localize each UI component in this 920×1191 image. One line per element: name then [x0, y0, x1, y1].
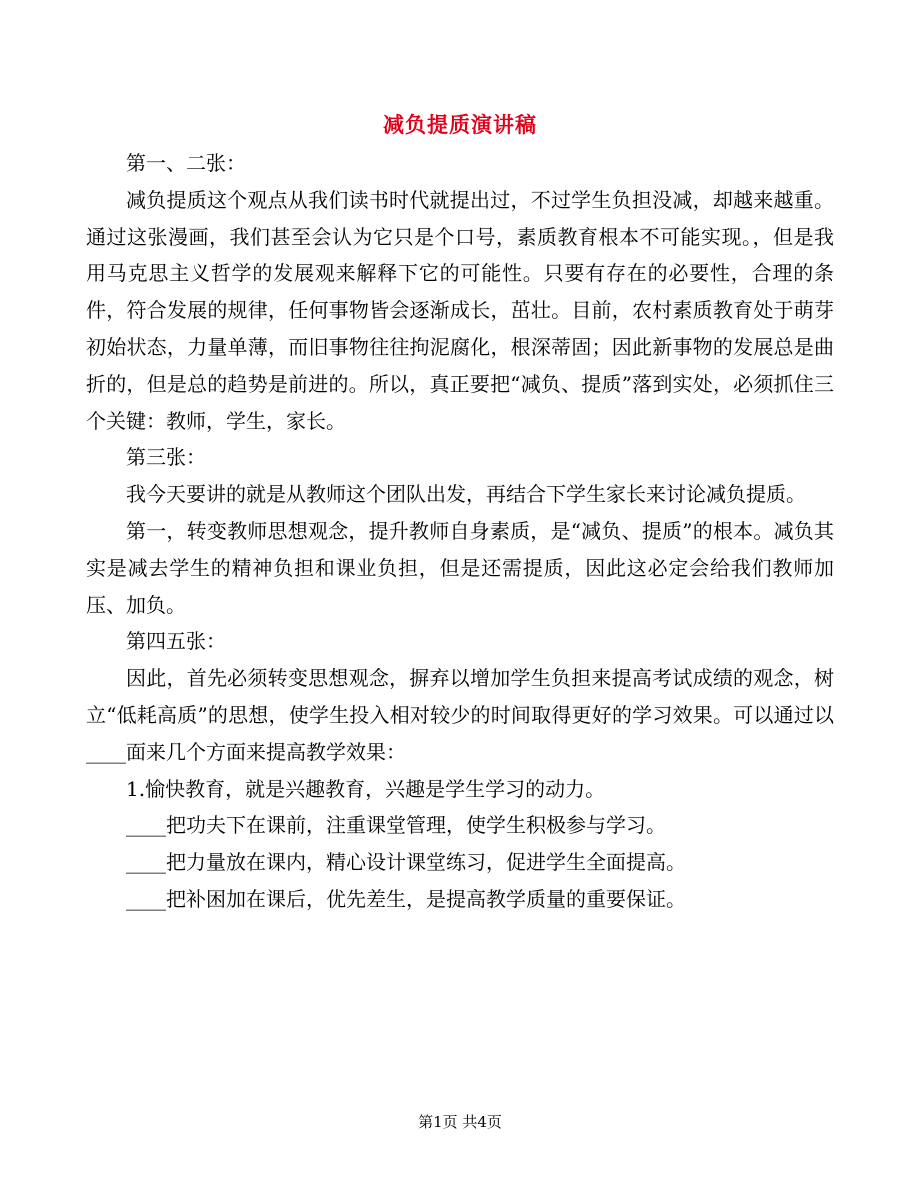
list-item: ____把补困加在课后，优先差生，是提高教学质量的重要保证。 — [126, 886, 686, 911]
section-heading: 第三张： — [126, 445, 206, 470]
page-number: 第1页 共4页 — [418, 1113, 502, 1131]
section-heading: 第四五张： — [126, 629, 226, 654]
document-body — [86, 145, 834, 918]
document-title: 减负提质演讲稿 — [383, 112, 537, 137]
list-item: ____把功夫下在课前，注重课堂管理，使学生积极参与学习。 — [126, 813, 666, 838]
list-item: ____把力量放在课内，精心设计课堂练习，促进学生全面提高。 — [126, 850, 686, 875]
body-paragraph: 减负提质这个观点从我们读书时代就提出过，不过学生负担没减，却越来越重。通过这张漫画，我们甚至会认为它只是个口号，素质教育根本不可能实现。，但是我用马克思主义哲学的发展观来解释下它的可能性。只要有存在的必要性，合理的条件，符合发展的规律，任何事物皆会逐渐成长，茁壮。目前，农村素质教育处于萌芽初始状态，力量单薄，而旧事物往往拘泥腐化，根深蒂固；因此新事物的发展总是曲折的，但是总的趋势是前进的。所以，真正要把“减负、提质”落到实处，必须抓住三个关键：教师，学生，家长。 — [86, 187, 834, 433]
body-paragraph: 因此，首先必须转变思想观念，摒弃以增加学生负担来提高考试成绩的观念，树立“低耗高质”的思想，使学生投入相对较少的时间取得更好的学习效果。可以通过以____面来几个方面来提高教学效果： — [86, 666, 834, 764]
body-paragraph: 第一，转变教师思想观念，提升教师自身素质，是“减负、提质”的根本。减负其实是减去学生的精神负担和课业负担，但是还需提质，因此这必定会给我们教师加压、加负。 — [86, 518, 834, 617]
body-paragraph: 我今天要讲的就是从教师这个团队出发，再结合下学生家长来讨论减负提质。 — [126, 482, 806, 507]
section-heading: 第一、二张： — [126, 151, 246, 175]
list-item: 1.愉快教育，就是兴趣教育，兴趣是学生学习的动力。 — [126, 776, 606, 801]
